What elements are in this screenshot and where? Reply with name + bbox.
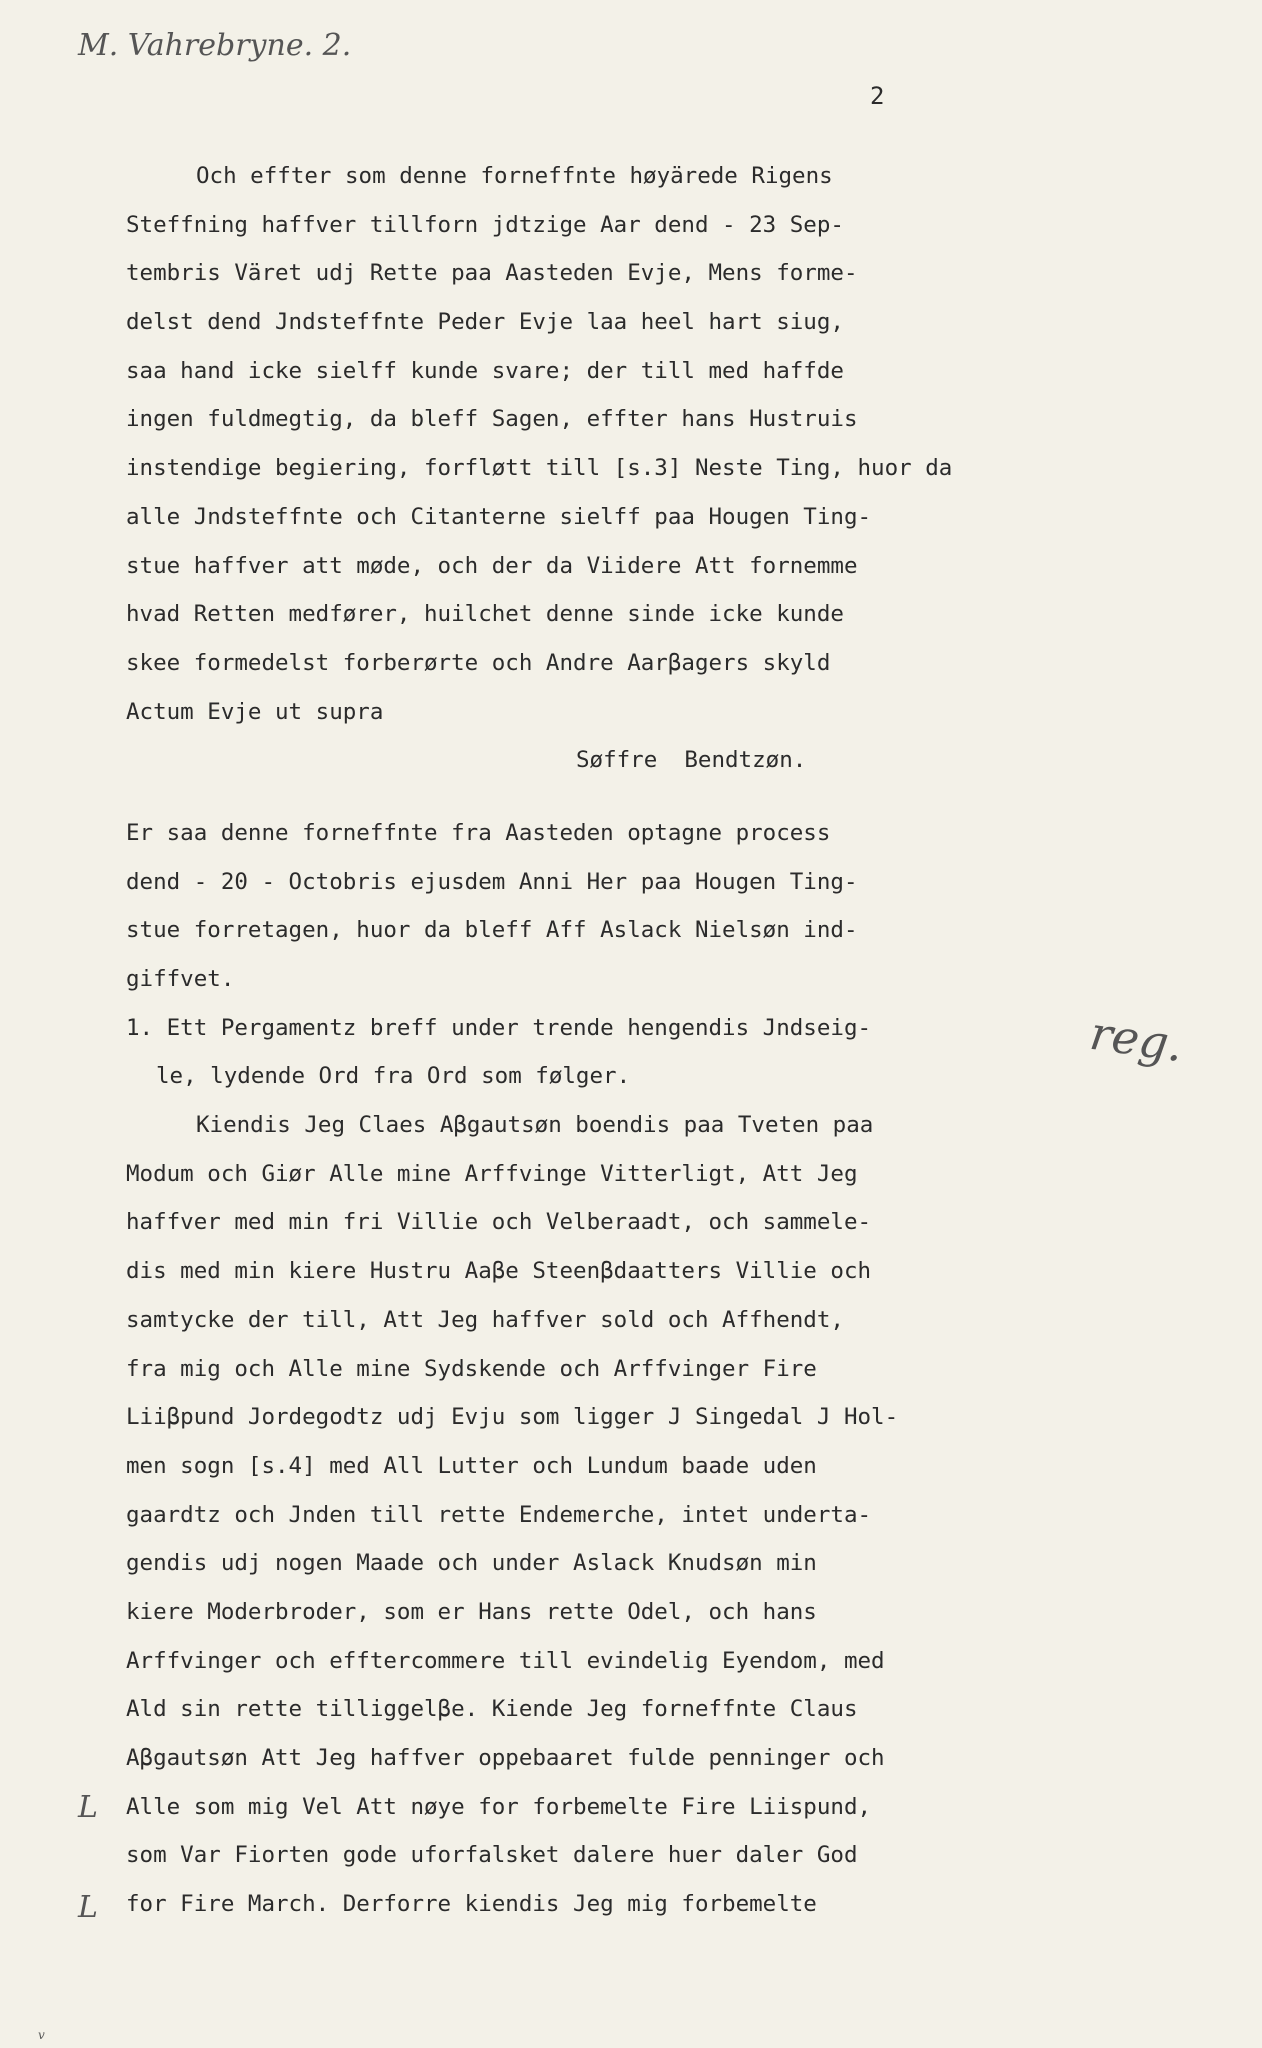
text-line: Kiendis Jeg Claes Aβgautsøn boendis paa Tveten paa: [196, 1112, 874, 1139]
paragraph-gap: [126, 785, 1136, 809]
text-line: Ald sin rette tilliggelβe. Kiende Jeg forneffnte Claus: [126, 1696, 858, 1723]
text-line: delst dend Jndsteffnte Peder Evje laa heel hart siug,: [126, 309, 844, 336]
text-line: dend - 20 - Octobris ejusdem Anni Her paa Hougen Ting-: [126, 868, 858, 895]
text-line: stue haffver att møde, och der da Viidere Att fornemme: [126, 552, 858, 579]
text-line: tembris Väret udj Rette paa Aasteden Evje, Mens forme-: [126, 260, 858, 287]
text-line: som Var Fiorten gode uforfalsket dalere huer daler God: [126, 1842, 858, 1869]
text-line: alle Jndsteffnte och Citanterne sielff paa Hougen Ting-: [126, 503, 872, 530]
text-line: le, lydende Ord fra Ord som følger.: [156, 1063, 631, 1090]
handwritten-margin-mark: v: [38, 2028, 45, 2042]
text-line: giffvet.: [126, 966, 235, 992]
text-line: skee formedelst forberørte och Andre Aarβagers skyld: [126, 649, 831, 676]
text-line: Liiβpund Jordegodtz udj Evju som ligger J Singedal J Hol-: [126, 1404, 899, 1431]
text-line: saa hand icke sielff kunde svare; der till med haffde: [126, 357, 844, 384]
text-line: Modum och Giør Alle mine Arffvinge Vitterligt, Att Jeg: [126, 1160, 858, 1187]
text-line: Aβgautsøn Att Jeg haffver oppebaaret fulde penninger och: [126, 1745, 885, 1771]
text-line: instendige begiering, forfløtt till [s.3] Neste Ting, huor da: [126, 455, 953, 482]
page-number: 2: [870, 82, 885, 110]
text-line: hvad Retten medfører, huilchet denne sinde icke kunde: [126, 601, 844, 628]
text-line: Er saa denne forneffnte fra Aasteden optagne process: [126, 819, 831, 846]
text-line: haffver med min fri Villie och Velberaadt, och sammele-: [126, 1209, 872, 1236]
text-line: for Fire March. Derforre kiendis Jeg mig forbemelte: [126, 1891, 817, 1918]
handwritten-margin-note: reg.: [1086, 1005, 1187, 1073]
body-text: [126, 152, 1136, 1929]
handwritten-margin-mark: L: [78, 1890, 98, 1925]
text-line: ingen fuldmegtig, da bleff Sagen, effter hans Hustruis: [126, 406, 858, 433]
text-line: Actum Evje ut supra: [126, 698, 384, 725]
text-line: stue forretagen, huor da bleff Aff Aslack Nielsøn ind-: [126, 917, 858, 944]
text-line: kiere Moderbroder, som er Hans rette Odel, och hans: [126, 1598, 817, 1625]
text-line: gaardtz och Jnden till rette Endemerche, intet underta-: [126, 1501, 872, 1528]
text-line: samtycke der till, Att Jeg haffver sold och Affhendt,: [126, 1306, 844, 1333]
text-line: fra mig och Alle mine Sydskende och Arffvinger Fire: [126, 1355, 817, 1382]
text-line: men sogn [s.4] med All Lutter och Lundum baade uden: [126, 1452, 817, 1479]
signature-line: Søffre Bendtzøn.: [576, 747, 807, 774]
text-line: Arffvinger och efftercommere till evindelig Eyendom, med: [126, 1647, 885, 1674]
text-line: 1. Ett Pergamentz breff under trende hengendis Jndseig-: [126, 1014, 872, 1041]
handwritten-corner-note: M. Vahrebryne. 2.: [78, 28, 352, 63]
text-line: Och effter som denne forneffnte høyärede Rigens: [196, 163, 833, 189]
text-line: Alle som mig Vel Att nøye for forbemelte Fire Liispund,: [126, 1793, 872, 1820]
handwritten-margin-mark: L: [78, 1790, 98, 1825]
text-line: Steffning haffver tillforn jdtzige Aar dend - 23 Sep-: [126, 211, 844, 238]
text-line: gendis udj nogen Maade och under Aslack Knudsøn min: [126, 1550, 817, 1577]
text-line: dis med min kiere Hustru Aaβe Steenβdaatters Villie och: [126, 1258, 872, 1285]
